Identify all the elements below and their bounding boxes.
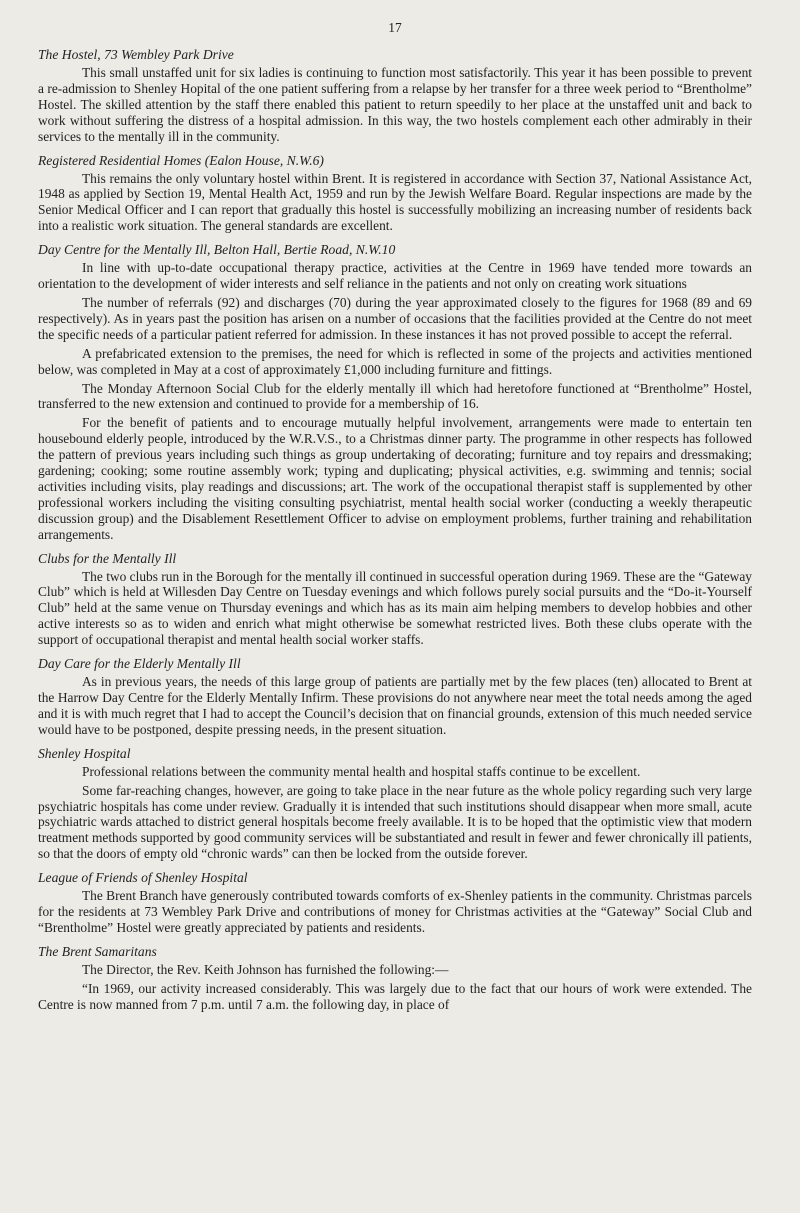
section-shenley-hospital: [38, 745, 752, 862]
paragraph: As in previous years, the needs of this large group of patients are partially met by the few places (ten) allocated to Brent at the Harrow Day Centre for the Elderly Mentally Infirm. These provisions do not anywhere near meet the total needs among the aged and it is with much regret that I had to accept the Council’s decision that on financial grounds, extension of this much needed service would have to be postponed, despite pressing needs, in the present situation.: [38, 674, 752, 737]
paragraph: A prefabricated extension to the premises, the need for which is reflected in some of the projects and activities mentioned below, was completed in May at a cost of approximately £1,000 including furniture and fittings.: [38, 345, 752, 377]
paragraph: For the benefit of patients and to encourage mutually helpful involvement, arrangements were made to entertain ten housebound elderly people, introduced by the W.R.V.S., to a Christmas dinner party. The programme in other respects has followed the pattern of previous years including such things as group undertaking of decorating; furniture and toy repairs and dressmaking; gardening; cooking; some routine assembly work; typing and duplicating; physical activities, e.g. swimming and tennis; social activities including visits, play readings and discussions; art. The work of the occupational therapist staff is supplemented by other professional workers including the visiting consulting psychiatrist, mental health social worker (conducting a weekly therapeutic discussion group) and the Disablement Resettlement Officer to advise on employment problems, further training and rehabilitation arrangements.: [38, 415, 752, 542]
section-heading: Shenley Hospital: [38, 745, 131, 761]
section-brent-samaritans: [38, 943, 752, 1013]
paragraph: The Monday Afternoon Social Club for the elderly mentally ill which had heretofore functioned at “Brentholme” Hostel, transferred to the new extension and continued to provide for a membership of 16.: [38, 380, 752, 412]
section-registered-residential-homes: [38, 152, 752, 235]
paragraph: “In 1969, our activity increased considerably. This was largely due to the fact that our hours of work were extended. The Centre is now manned from 7 p.m. until 7 a.m. the following day, in place of: [38, 980, 752, 1012]
section-heading: Registered Residential Homes (Ealon House, N.W.6): [38, 152, 324, 168]
section-heading: Clubs for the Mentally Ill: [38, 550, 177, 566]
paragraph: The Brent Branch have generously contributed towards comforts of ex-Shenley patients in the community. Christmas parcels for the residents at 73 Wembley Park Drive and contributions of money for Christmas activities at the “Gateway” Social Club and “Brentholme” Hostel were greatly appreciated by patients and residents.: [38, 888, 752, 935]
paragraph: Some far-reaching changes, however, are going to take place in the near future as the whole policy regarding such very large psychiatric hospitals has come under review. Gradually it is intended that such institutions should disappear when more small, acute psychiatric wards attached to district general hospitals become freely available. It is to be hoped that the optimistic view that modern treatment methods supported by good community services will be substantiated and result in fewer and fewer chronically ill patients, so that the doors of empty old “chronic wards” can then be locked from the outside forever.: [38, 782, 752, 862]
section-heading: The Brent Samaritans: [38, 943, 157, 959]
page-number: 17: [388, 20, 402, 35]
paragraph: This small unstaffed unit for six ladies is continuing to function most satisfactorily. This year it has been possible to prevent a re-admission to Shenley Hopital of the one patient suffering from a relapse by her transfer for a three week period to “Brentholme” Hostel. The skilled attention by the staff there enabled this patient to return speedily to her place at the unstaffed unit and back to work without suffering the distress of a hospital admission. In this way, the two hostels complement each other admirably in their services to the mentally ill in the community.: [38, 65, 752, 144]
section-league-of-friends: [38, 869, 752, 936]
paragraph: In line with up-to-date occupational therapy practice, activities at the Centre in 1969 have tended more towards an orientation to the development of wider interests and self reliance in the patients and not only on creating work situations: [38, 260, 752, 292]
section-heading: Day Care for the Elderly Mentally Ill: [38, 656, 241, 672]
section-clubs-mentally-ill: [38, 550, 752, 649]
paragraph: The Director, the Rev. Keith Johnson has furnished the following:—: [82, 961, 449, 977]
section-heading: Day Centre for the Mentally Ill, Belton Hall, Bertie Road, N.W.10: [38, 242, 396, 258]
paragraph: This remains the only voluntary hostel within Brent. It is registered in accordance with Section 37, National Assistance Act, 1948 as applied by Section 19, Mental Health Act, 1959 and run by the Jewish Welfare Board. Regular inspections are made by the Senior Medical Officer and I can report that gradually this hostel is successfully mobilizing an increasing number of residents back into a realistic work situation. The general standards are excellent.: [38, 170, 752, 234]
paragraph: The two clubs run in the Borough for the mentally ill continued in successful operation during 1969. These are the “Gateway Club” which is held at Willesden Day Centre on Tuesday evenings and which follows purely social pursuits and the “Do-it-Yourself Club” held at the same venue on Thursday evenings and which has as its main aim helping members to develop hobbies and other active interests so as to widen and enrich what might otherwise be somewhat restricted lives. Both these clubs operate with the support of occupational therapist and mental health social worker staffs.: [38, 568, 752, 648]
section-heading: The Hostel, 73 Wembley Park Drive: [38, 47, 234, 62]
section-heading: League of Friends of Shenley Hospital: [38, 870, 248, 886]
paragraph: The number of referrals (92) and discharges (70) during the year approximated closely to the figures for 1968 (89 and 69 respectively). As in years past the position has arisen on a number of occasions that the facilities provided at the Centre do not meet the specific needs of a particular patient referred for admission. In these instances it has not proved possible to accept the referral.: [38, 294, 752, 342]
section-day-care-elderly: [38, 655, 752, 738]
section-hostel-wembley-park: [38, 46, 752, 145]
paragraph: Professional relations between the community mental health and hospital staffs continue to be excellent.: [82, 763, 641, 779]
section-day-centre-belton-hall: [38, 241, 752, 542]
